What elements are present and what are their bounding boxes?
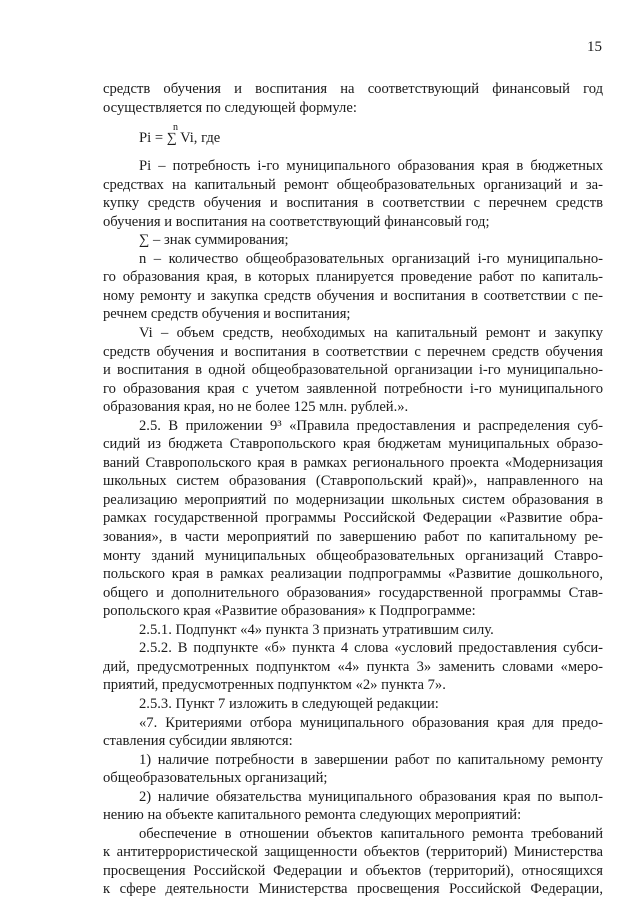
text-line: ропольского края «Развитие образования» к Подпрограмме: (103, 603, 476, 620)
text-line: к антитеррористической защищенности объектов (территорий) Министерства (103, 844, 603, 861)
text-line: обеспечение в отношении объектов капитального ремонта требований (139, 825, 603, 842)
text-line: 2.5.1. Подпункт «4» пункта 3 признать утратившим силу. (139, 621, 494, 638)
text-line: образования края, но не более 125 млн. рублей.». (103, 399, 409, 416)
formula-term: Vi (176, 130, 194, 147)
text-line: просвещения Российской Федерации и объектов (территорий), относящихся (103, 862, 603, 879)
text-line: общеобразовательных организаций; (103, 770, 328, 787)
text-line: 1) наличие потребности в завершении работ по капитальному ремонту (139, 751, 603, 768)
text-line: обучения и воспитания на соответствующий финансовый год; (103, 213, 490, 230)
text-line: го образования края, в которых планируется проведение работ по капиталь- (103, 269, 603, 286)
text-line: ваний Ставропольского края в рамках регионального проекта «Модернизация (103, 454, 603, 471)
summation-formula (139, 122, 221, 149)
formula-lhs: Pi (139, 130, 152, 147)
text-line: го образования края с учетом заявленной потребности i-го муниципального (103, 380, 603, 397)
text-line: приятий, предусмотренных подпунктом «2» пункта 7». (103, 677, 446, 694)
text-line: средствах на капитальный ремонт общеобразовательных организаций и за- (103, 176, 603, 193)
text-line: Pi – потребность i-го муниципального образования края в бюджетных (139, 158, 603, 175)
paragraph-group-main (103, 157, 603, 899)
text-line: n – количество общеобразовательных организаций i-го муниципально- (139, 250, 603, 267)
text-line: «7. Критериями отбора муниципального образования края для предо- (139, 714, 603, 731)
formula-equals: = (151, 130, 167, 147)
text-line: 2.5. В приложении 9³ «Правила предоставления и распределения суб- (139, 417, 603, 434)
text-line: средств обучения и воспитания на соответствующий финансовый год (103, 81, 603, 97)
text-line: школьных систем образования (Ставропольский край)», направленного на (103, 473, 603, 490)
text-line: реализацию мероприятий по модернизации школьных систем образования в (103, 491, 603, 508)
text-line: речнем средств обучения и воспитания; (103, 306, 351, 323)
text-line: осуществляется по следующей формуле: (103, 99, 357, 116)
page-number: 15 (587, 39, 602, 55)
text-line: купку средств обучения и воспитания в соответствии с перечнем средств (103, 195, 603, 212)
text-line: монту зданий муниципальных общеобразовательных организаций Ставро- (103, 547, 603, 564)
formula-upper-limit: n (173, 122, 178, 134)
text-line: 2.5.2. В подпункте «б» пункта 4 слова «условий предоставления субси- (139, 640, 603, 657)
text-line: ∑ – знак суммирования; (139, 232, 289, 249)
text-line: сидий из бюджета Ставропольского края бюджетам муниципальных образо- (103, 436, 603, 453)
text-line: общего и дополнительного образования» государственной программы Став- (103, 584, 603, 601)
text-line: нению на объекте капитального ремонта следующих мероприятий: (103, 807, 522, 824)
text-line: ному ремонту и закупка средств обучения и воспитания в соответствии с пе- (103, 287, 603, 304)
text-line: средств обучения и воспитания в соответствии с перечнем средств обучения (103, 343, 603, 360)
text-line: 2) наличие обязательства муниципального образования края по выпол- (139, 788, 603, 805)
body-text (103, 80, 603, 899)
text-line: 2.5.3. Пункт 7 изложить в следующей редакции: (139, 695, 439, 712)
formula-suffix: , где (193, 130, 221, 147)
text-line: и воспитания в одной общеобразовательной организации i-го муниципально- (103, 362, 603, 379)
text-line: дий, предусмотренных подпунктом «4» пункта 3» заменить словами «меро- (103, 658, 603, 675)
text-line: рамках государственной программы Российской Федерации «Развитие обра- (103, 510, 603, 527)
sum-icon: ∑ (166, 131, 177, 147)
text-line: к сфере деятельности Министерства просвещения Российской Федерации, (103, 881, 603, 898)
text-line: зования», в части мероприятий по завершению работ по капитальному ре- (103, 529, 603, 546)
text-line: Vi – объем средств, необходимых на капитальный ремонт и закупку (139, 325, 603, 342)
paragraph-group-intro (103, 80, 603, 117)
formula-block (103, 117, 603, 157)
text-line: польского края в рамках реализации подпрограммы «Развитие дошкольного, (103, 566, 603, 583)
text-line: ставления субсидии являются: (103, 733, 293, 750)
